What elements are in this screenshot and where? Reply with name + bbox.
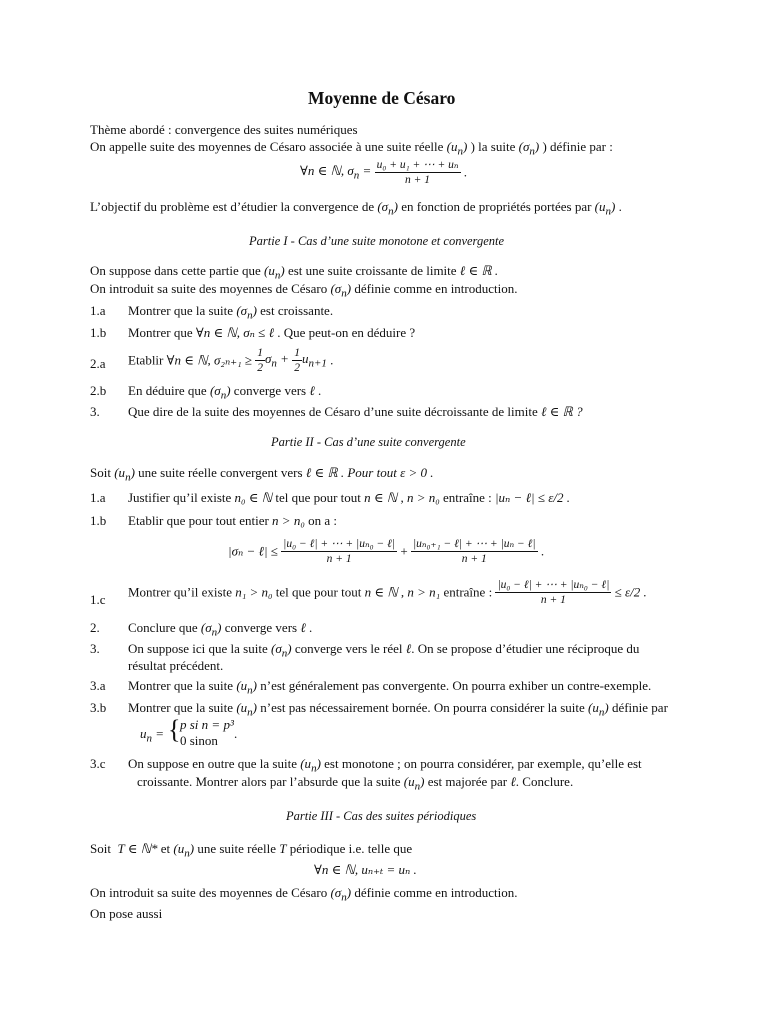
objective-line: L’objectif du problème est d’étudier la convergence de $(\sigma_n)$ en fonction de propriétés portées par $(u_n)$ . bbox=[90, 199, 622, 218]
piecewise-case-2: 0 sinon bbox=[180, 733, 218, 748]
theme-line: Thème abordé : convergence des suites numériques bbox=[90, 122, 358, 137]
triangle-inequality: |σₙ − ℓ| ≤ $\frac{\text{|u₀ − ℓ| + ⋯ + |uₙ₀ − ℓ|}}{n + 1}$ + $\frac{\text{|uₙ₀₊₁ − ℓ| + ⋯ + |uₙ − ℓ|}}{n + 1}$ . bbox=[228, 538, 545, 565]
q-number: 2. bbox=[90, 620, 100, 635]
part3-heading: Partie III - Cas des suites périodiques bbox=[286, 809, 477, 823]
part2-heading: Partie II - Cas d’une suite convergente bbox=[271, 435, 466, 449]
part1-intro: On introduit sa suite des moyennes de Césaro $(\sigma_n)$ définie comme en introduction. bbox=[90, 281, 518, 300]
question-3c: On suppose en outre que la suite $(u_n)$ est monotone ; on pourra considérer, par exemple, qu’elle est bbox=[128, 756, 642, 775]
question-3a: Montrer que la suite $(u_n)$ n’est généralement pas convergente. On pourra exhiber un contre-exemple. bbox=[128, 678, 652, 697]
question-3b: Montrer que la suite $(u_n)$ n’est pas nécessairement bornée. On pourra considérer la suite $(u_n)$ définie par bbox=[128, 700, 668, 719]
piecewise-case-1: p si n = p³ bbox=[180, 717, 234, 732]
piecewise-lhs: $u_n$ = bbox=[140, 726, 165, 745]
question-1b: Etablir que pour tout entier n > n₀ on a : bbox=[128, 513, 337, 528]
question-1b: Montrer que ∀n ∈ ℕ, σₙ ≤ ℓ . Que peut-on en déduire ? bbox=[128, 325, 416, 340]
cesaro-formula: ∀n ∈ ℕ, $\sigma_n$ = $\frac{\text{u₀ + u₁ + ⋯ + uₙ}}{n + 1}$ . bbox=[300, 159, 468, 186]
part3-intro: On introduit sa suite des moyennes de Césaro $(\sigma_n)$ définie comme en introduction. bbox=[90, 885, 518, 904]
q-number: 1.c bbox=[90, 592, 106, 607]
q-number: 3.a bbox=[90, 678, 106, 693]
page-title: Moyenne de Césaro bbox=[308, 88, 456, 108]
question-3: Que dire de la suite des moyennes de Césaro d’une suite décroissante de limite ℓ ∈ ℝ ? bbox=[128, 404, 583, 419]
question-3-continued: résultat précédent. bbox=[128, 658, 224, 673]
question-2b: En déduire que $(\sigma_n)$ converge vers ℓ . bbox=[128, 383, 322, 402]
periodicity-formula: ∀n ∈ ℕ, uₙ₊ₜ = uₙ . bbox=[314, 862, 417, 877]
q-number: 2.b bbox=[90, 383, 107, 398]
question-2a: Etablir ∀n ∈ ℕ, σ₂ₙ₊₁ ≥ $\frac{1}{2}$ $\sigma_n$ + $\frac{1}{2}$ $u_{n+1}$ . bbox=[128, 347, 334, 374]
punctuation: . bbox=[234, 726, 238, 741]
definition-line: On appelle suite des moyennes de Césaro associée à une suite réelle $(u_n)$ ) la suite $(\sigma_n)$ ) définie par : bbox=[90, 139, 613, 158]
part3-pose: On pose aussi bbox=[90, 906, 163, 921]
part1-assumption: On suppose dans cette partie que $(u_n)$ est une suite croissante de limite ℓ ∈ ℝ . bbox=[90, 263, 499, 282]
question-1c: Montrer qu’il existe n₁ > n₀ tel que pour tout n ∈ ℕ , n > n₁ entraîne : $\frac{\text{|u₀ − ℓ| + ⋯ + |uₙ₀ − ℓ|}}{n + 1}$ ≤ ε/2 . bbox=[128, 579, 647, 606]
q-number: 2.a bbox=[90, 356, 106, 371]
question-3c-continued: croissante. Montrer alors par l’absurde que la suite $(u_n)$ est majorée par ℓ. Conclure. bbox=[137, 774, 574, 793]
question-2: Conclure que $(\sigma_n)$ converge vers ℓ . bbox=[128, 620, 313, 639]
q-number: 3. bbox=[90, 641, 100, 656]
part1-heading: Partie I - Cas d’une suite monotone et convergente bbox=[249, 234, 505, 248]
q-number: 1.a bbox=[90, 303, 106, 318]
q-number: 1.b bbox=[90, 513, 107, 528]
q-number: 3.b bbox=[90, 700, 107, 715]
brace-icon: { bbox=[168, 715, 181, 744]
q-number: 1.b bbox=[90, 325, 107, 340]
q-number: 3.c bbox=[90, 756, 106, 771]
q-number: 1.a bbox=[90, 490, 106, 505]
part3-assumption: Soit T ∈ ℕ* et $(u_n)$ une suite réelle T périodique i.e. telle que bbox=[90, 841, 413, 860]
q-number: 3. bbox=[90, 404, 100, 419]
question-3: On suppose ici que la suite $(\sigma_n)$ converge vers le réel ℓ. On se propose d’étudier une réciproque du bbox=[128, 641, 640, 660]
question-1a: Justifier qu’il existe n₀ ∈ ℕ tel que pour tout n ∈ ℕ , n > n₀ entraîne : |uₙ − ℓ| ≤ ε/2 . bbox=[128, 490, 570, 505]
part2-assumption: Soit $(u_n)$ une suite réelle convergent vers ℓ ∈ ℝ . Pour tout ε > 0 . bbox=[90, 465, 434, 484]
question-1a: Montrer que la suite $(\sigma_n)$ est croissante. bbox=[128, 303, 334, 322]
